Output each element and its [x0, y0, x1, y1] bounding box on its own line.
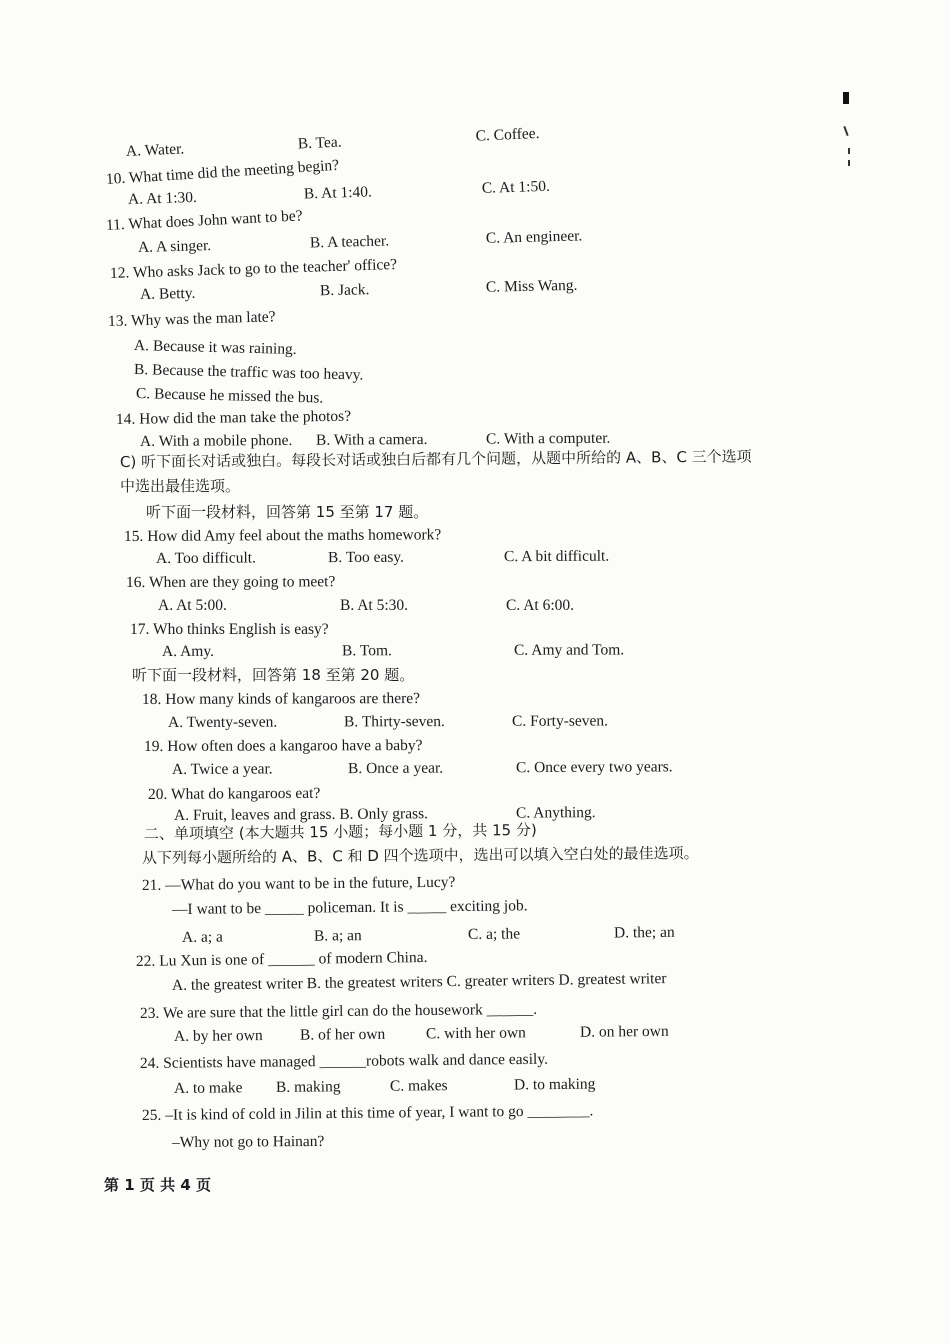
q12-text: 12. Who asks Jack to go to the teacher' office?	[109, 255, 398, 282]
q19-options-option: B. Once a year.	[347, 759, 444, 778]
q23-options-option: C. with her own	[425, 1024, 526, 1043]
q11-options-option: B. A teacher.	[309, 232, 390, 252]
q14-options-option: B. With a camera.	[315, 430, 428, 449]
material-1-text: 听下面一段材料，回答第 15 至第 17 题。	[146, 503, 429, 521]
section-2-instr-text: 从下列每小题所给的 A、B、C 和 D 四个选项中，选出可以填入空白处的最佳选项。	[141, 844, 699, 867]
q23-options-line	[174, 1020, 874, 1047]
q15-options-line	[156, 545, 856, 569]
q17-options-option: C. Amy and Tom.	[513, 641, 625, 659]
q24-text: 24. Scientists have managed ______robots walk and dance easily.	[139, 1050, 548, 1072]
q19-options-line	[172, 756, 872, 780]
q17-line	[130, 620, 830, 640]
q20-options-option: A. Fruit, leaves and grass. B. Only grass.	[173, 805, 429, 824]
q13-b-text: B. Because the traffic was too heavy.	[133, 361, 364, 384]
q17-options-option: A. Amy.	[161, 642, 214, 660]
section-c-2-line	[120, 476, 820, 496]
q15-options-option: A. Too difficult.	[155, 549, 256, 567]
q18-line	[142, 688, 842, 710]
q24-options-line	[174, 1072, 874, 1099]
q25-b-line	[172, 1128, 872, 1153]
q21-options-option: B. a; an	[313, 927, 362, 945]
q19-text: 19. How often does a kangaroo have a baby?	[143, 737, 423, 755]
q14-text: 14. How did the man take the photos?	[115, 407, 352, 428]
q10-options-option: A. At 1:30.	[127, 188, 198, 208]
q10-options-option: C. At 1:50.	[481, 177, 551, 197]
q11-options-option: C. An engineer.	[485, 227, 583, 247]
section-c-2-text: 中选出最佳选项。	[120, 477, 241, 495]
q22-options-line	[172, 966, 872, 996]
q17-options-line	[162, 640, 862, 662]
q15-options-option: B. Too easy.	[327, 548, 405, 567]
material-1-line	[146, 502, 846, 522]
q25-line	[142, 1099, 842, 1126]
q22-text: 22. Lu Xun is one of ______ of modern China.	[135, 948, 428, 970]
q24-options-option: D. to making	[513, 1075, 596, 1094]
q23-options-option: A. by her own	[173, 1027, 263, 1045]
q22-options-text: A. the greatest writer B. the greatest writers C. greater writers D. greatest writer	[171, 970, 667, 994]
material-2-text: 听下面一段材料，回答第 18 至第 20 题。	[132, 666, 415, 684]
q16-options-line	[158, 596, 858, 616]
q24-options-option: B. making	[275, 1078, 341, 1096]
q19-line	[144, 735, 844, 757]
section-2-instr-line	[142, 842, 842, 868]
section-2-title-text: 二、单项填空 (本大题共 15 小题；每小题 1 分，共 15 分)	[143, 820, 537, 843]
q14-options-option: A. With a mobile phone.	[139, 431, 293, 450]
q18-text: 18. How many kinds of kangaroos are there?	[141, 690, 421, 708]
q21-options-option: D. the; an	[613, 923, 675, 942]
q15-text: 15. How did Amy feel about the maths homework?	[123, 526, 442, 545]
q10-text: 10. What time did the meeting begin?	[105, 156, 340, 188]
q16-options-option: B. At 5:30.	[340, 597, 409, 614]
q18-options-option: B. Thirty-seven.	[343, 713, 445, 731]
q10-options-option: B. At 1:40.	[303, 183, 373, 203]
q23-options-option: D. on her own	[579, 1022, 669, 1041]
q18-options-line	[168, 711, 868, 733]
q13-a-text: A. Because it was raining.	[133, 337, 297, 358]
q23-line	[140, 997, 840, 1024]
q20-text: 20. What do kangaroos eat?	[147, 784, 321, 803]
q11-text: 11. What does John want to be?	[105, 207, 303, 234]
q21-options-option: C. a; the	[467, 925, 521, 944]
q16-text: 16. When are they going to meet?	[125, 573, 336, 591]
q18-options-option: A. Twenty-seven.	[167, 713, 278, 731]
q25-text: 25. –It is kind of cold in Jilin at this time of year, I want to go ________.	[141, 1102, 594, 1124]
q20-options-option: C. Anything.	[515, 804, 596, 822]
q21-line	[142, 869, 842, 896]
q9-options-option: A. Water.	[125, 140, 185, 160]
q13-c-text: C. Because he missed the bus.	[135, 385, 324, 407]
q25-b-text: –Why not go to Hainan?	[171, 1132, 325, 1151]
q15-line	[124, 523, 824, 547]
q18-options-option: C. Forty-seven.	[511, 712, 609, 730]
scan-edge-tick	[848, 148, 850, 154]
q13-text: 13. Why was the man late?	[107, 308, 276, 330]
section-c-1-text: C) 听下面长对话或独白。每段长对话或独白后都有几个问题，从题中所给的 A、B、C 三个选项	[119, 447, 752, 471]
q21-options-option: A. a; a	[181, 928, 223, 946]
q21-text: 21. —What do you want to be in the future, Lucy?	[141, 873, 456, 894]
q16-options-option: C. At 6:00.	[506, 597, 575, 614]
q11-options-option: A. A singer.	[137, 237, 212, 256]
scan-edge-tick	[848, 160, 850, 166]
q16-options-option: A. At 5:00.	[158, 597, 227, 614]
q9-options-option: C. Coffee.	[475, 124, 540, 145]
q16-line	[126, 571, 826, 593]
q17-options-option: B. Tom.	[341, 642, 392, 660]
q23-options-option: B. of her own	[299, 1025, 386, 1044]
q15-options-option: C. A bit difficult.	[503, 547, 610, 566]
scan-edge-tick	[843, 126, 848, 136]
q24-options-option: C. makes	[389, 1077, 448, 1095]
q12-options-option: B. Jack.	[319, 281, 370, 300]
q23-text: 23. We are sure that the little girl can do the housework ______.	[139, 1000, 538, 1022]
q9-options-option: B. Tea.	[297, 133, 342, 153]
page-footer: 第 1 页 共 4 页	[104, 1176, 211, 1194]
q19-options-option: C. Once every two years.	[515, 758, 673, 777]
material-2-line	[132, 665, 832, 685]
q24-options-option: A. to make	[173, 1079, 243, 1097]
q17-text: 17. Who thinks English is easy?	[130, 621, 329, 638]
q19-options-option: A. Twice a year.	[171, 760, 273, 778]
q24-line	[140, 1047, 840, 1074]
q21-b-line	[172, 893, 872, 920]
scan-edge-mark	[843, 92, 849, 104]
q14-options-option: C. With a computer.	[485, 429, 611, 448]
q12-options-option: A. Betty.	[139, 284, 196, 303]
q12-options-option: C. Miss Wang.	[485, 276, 578, 296]
q21-b-text: —I want to be _____ policeman. It is _____ exciting job.	[171, 897, 528, 918]
